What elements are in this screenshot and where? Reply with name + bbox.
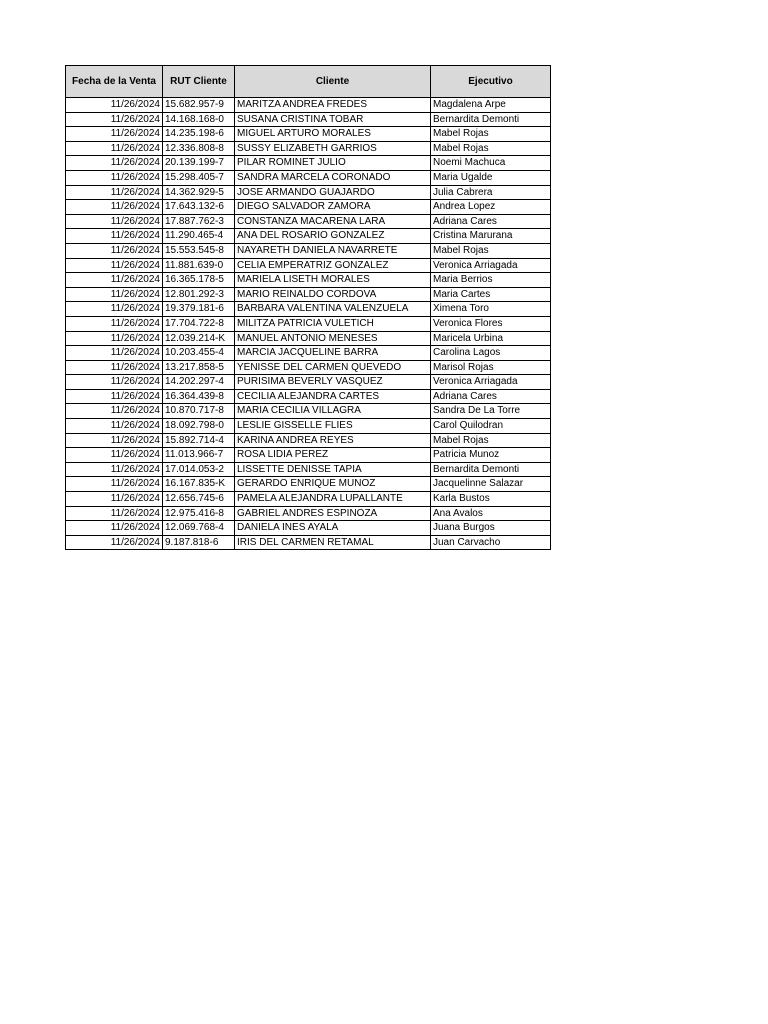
- cliente-cell: SUSANA CRISTINA TOBAR: [235, 112, 431, 127]
- fecha-venta-cell: 11/26/2024: [66, 112, 163, 127]
- fecha-venta-cell: 11/26/2024: [66, 170, 163, 185]
- ejecutivo-cell: Mabel Rojas: [431, 433, 551, 448]
- ejecutivo-cell: Ximena Toro: [431, 302, 551, 317]
- ejecutivo-cell: Julia Cabrera: [431, 185, 551, 200]
- fecha-venta-cell: 11/26/2024: [66, 331, 163, 346]
- cliente-cell: SUSSY ELIZABETH GARRIOS: [235, 141, 431, 156]
- sales-table: [65, 65, 551, 550]
- cliente-cell: MANUEL ANTONIO MENESES: [235, 331, 431, 346]
- ejecutivo-cell: Mabel Rojas: [431, 243, 551, 258]
- fecha-venta-cell: 11/26/2024: [66, 127, 163, 142]
- rut-cliente-cell: 14.235.198-6: [163, 127, 235, 142]
- fecha-venta-cell: 11/26/2024: [66, 375, 163, 390]
- cliente-cell: MILITZA PATRICIA VULETICH: [235, 316, 431, 331]
- rut-cliente-cell: 12.975.416-8: [163, 506, 235, 521]
- table-row: [66, 287, 551, 302]
- cliente-cell: PAMELA ALEJANDRA LUPALLANTE: [235, 492, 431, 507]
- header-cliente: Cliente: [235, 66, 431, 98]
- rut-cliente-cell: 11.290.465-4: [163, 229, 235, 244]
- rut-cliente-cell: 14.202.297-4: [163, 375, 235, 390]
- table-row: [66, 229, 551, 244]
- ejecutivo-cell: Cristina Marurana: [431, 229, 551, 244]
- cliente-cell: MARITZA ANDREA FREDES: [235, 98, 431, 113]
- ejecutivo-cell: Carol Quilodran: [431, 419, 551, 434]
- cliente-cell: SANDRA MARCELA CORONADO: [235, 170, 431, 185]
- cliente-cell: PILAR ROMINET JULIO: [235, 156, 431, 171]
- cliente-cell: NAYARETH DANIELA NAVARRETE: [235, 243, 431, 258]
- fecha-venta-cell: 11/26/2024: [66, 404, 163, 419]
- table-row: [66, 360, 551, 375]
- cliente-cell: ANA DEL ROSARIO GONZALEZ: [235, 229, 431, 244]
- rut-cliente-cell: 15.892.714-4: [163, 433, 235, 448]
- table-row: [66, 433, 551, 448]
- rut-cliente-cell: 17.887.762-3: [163, 214, 235, 229]
- table-row: [66, 448, 551, 463]
- cliente-cell: MARIO REINALDO CORDOVA: [235, 287, 431, 302]
- table-row: [66, 302, 551, 317]
- ejecutivo-cell: Veronica Flores: [431, 316, 551, 331]
- table-row: [66, 331, 551, 346]
- fecha-venta-cell: 11/26/2024: [66, 448, 163, 463]
- rut-cliente-cell: 16.365.178-5: [163, 273, 235, 288]
- table-row: [66, 389, 551, 404]
- cliente-cell: YENISSE DEL CARMEN QUEVEDO: [235, 360, 431, 375]
- table-row: [66, 535, 551, 550]
- cliente-cell: BARBARA VALENTINA VALENZUELA: [235, 302, 431, 317]
- table-row: [66, 273, 551, 288]
- fecha-venta-cell: 11/26/2024: [66, 258, 163, 273]
- ejecutivo-cell: Bernardita Demonti: [431, 112, 551, 127]
- table-row: [66, 316, 551, 331]
- fecha-venta-cell: 11/26/2024: [66, 229, 163, 244]
- cliente-cell: GERARDO ENRIQUE MUNOZ: [235, 477, 431, 492]
- cliente-cell: KARINA ANDREA REYES: [235, 433, 431, 448]
- ejecutivo-cell: Adriana Cares: [431, 214, 551, 229]
- table-row: [66, 127, 551, 142]
- ejecutivo-cell: Juan Carvacho: [431, 535, 551, 550]
- rut-cliente-cell: 9.187.818-6: [163, 535, 235, 550]
- cliente-cell: JOSE ARMANDO GUAJARDO: [235, 185, 431, 200]
- ejecutivo-cell: Marisol Rojas: [431, 360, 551, 375]
- fecha-venta-cell: 11/26/2024: [66, 462, 163, 477]
- rut-cliente-cell: 10.203.455-4: [163, 346, 235, 361]
- table-row: [66, 243, 551, 258]
- table-row: [66, 477, 551, 492]
- rut-cliente-cell: 12.801.292-3: [163, 287, 235, 302]
- cliente-cell: IRIS DEL CARMEN RETAMAL: [235, 535, 431, 550]
- fecha-venta-cell: 11/26/2024: [66, 535, 163, 550]
- rut-cliente-cell: 12.039.214-K: [163, 331, 235, 346]
- ejecutivo-cell: Ana Avalos: [431, 506, 551, 521]
- table-row: [66, 521, 551, 536]
- rut-cliente-cell: 15.682.957-9: [163, 98, 235, 113]
- cliente-cell: DANIELA INES AYALA: [235, 521, 431, 536]
- rut-cliente-cell: 12.069.768-4: [163, 521, 235, 536]
- table-row: [66, 214, 551, 229]
- ejecutivo-cell: Karla Bustos: [431, 492, 551, 507]
- table-row: [66, 462, 551, 477]
- table-row: [66, 141, 551, 156]
- ejecutivo-cell: Juana Burgos: [431, 521, 551, 536]
- rut-cliente-cell: 17.643.132-6: [163, 200, 235, 215]
- table-body: [66, 98, 551, 550]
- rut-cliente-cell: 17.014.053-2: [163, 462, 235, 477]
- ejecutivo-cell: Noemi Machuca: [431, 156, 551, 171]
- ejecutivo-cell: Adriana Cares: [431, 389, 551, 404]
- header-ejecutivo: Ejecutivo: [431, 66, 551, 98]
- cliente-cell: CECILIA ALEJANDRA CARTES: [235, 389, 431, 404]
- cliente-cell: ROSA LIDIA PEREZ: [235, 448, 431, 463]
- rut-cliente-cell: 11.881.639-0: [163, 258, 235, 273]
- ejecutivo-cell: Veronica Arriagada: [431, 258, 551, 273]
- fecha-venta-cell: 11/26/2024: [66, 156, 163, 171]
- ejecutivo-cell: Veronica Arriagada: [431, 375, 551, 390]
- ejecutivo-cell: Maria Cartes: [431, 287, 551, 302]
- fecha-venta-cell: 11/26/2024: [66, 185, 163, 200]
- table-row: [66, 375, 551, 390]
- cliente-cell: MIGUEL ARTURO MORALES: [235, 127, 431, 142]
- rut-cliente-cell: 12.656.745-6: [163, 492, 235, 507]
- rut-cliente-cell: 16.167.835-K: [163, 477, 235, 492]
- rut-cliente-cell: 18.092.798-0: [163, 419, 235, 434]
- rut-cliente-cell: 10.870.717-8: [163, 404, 235, 419]
- ejecutivo-cell: Mabel Rojas: [431, 127, 551, 142]
- table-row: [66, 346, 551, 361]
- table-row: [66, 419, 551, 434]
- ejecutivo-cell: Maricela Urbina: [431, 331, 551, 346]
- rut-cliente-cell: 11.013.966-7: [163, 448, 235, 463]
- rut-cliente-cell: 15.298.405-7: [163, 170, 235, 185]
- fecha-venta-cell: 11/26/2024: [66, 200, 163, 215]
- rut-cliente-cell: 17.704.722-8: [163, 316, 235, 331]
- fecha-venta-cell: 11/26/2024: [66, 98, 163, 113]
- table-row: [66, 506, 551, 521]
- cliente-cell: PURISIMA BEVERLY VASQUEZ: [235, 375, 431, 390]
- fecha-venta-cell: 11/26/2024: [66, 433, 163, 448]
- ejecutivo-cell: Sandra De La Torre: [431, 404, 551, 419]
- table-row: [66, 258, 551, 273]
- table-row: [66, 185, 551, 200]
- fecha-venta-cell: 11/26/2024: [66, 360, 163, 375]
- rut-cliente-cell: 12.336.808-8: [163, 141, 235, 156]
- rut-cliente-cell: 14.168.168-0: [163, 112, 235, 127]
- ejecutivo-cell: Andrea Lopez: [431, 200, 551, 215]
- rut-cliente-cell: 20.139.199-7: [163, 156, 235, 171]
- fecha-venta-cell: 11/26/2024: [66, 287, 163, 302]
- fecha-venta-cell: 11/26/2024: [66, 521, 163, 536]
- rut-cliente-cell: 19.379.181-6: [163, 302, 235, 317]
- rut-cliente-cell: 13.217.858-5: [163, 360, 235, 375]
- fecha-venta-cell: 11/26/2024: [66, 141, 163, 156]
- cliente-cell: CONSTANZA MACARENA LARA: [235, 214, 431, 229]
- cliente-cell: DIEGO SALVADOR ZAMORA: [235, 200, 431, 215]
- header-rut-cliente: RUT Cliente: [163, 66, 235, 98]
- fecha-venta-cell: 11/26/2024: [66, 492, 163, 507]
- fecha-venta-cell: 11/26/2024: [66, 302, 163, 317]
- rut-cliente-cell: 16.364.439-8: [163, 389, 235, 404]
- fecha-venta-cell: 11/26/2024: [66, 389, 163, 404]
- table-row: [66, 200, 551, 215]
- rut-cliente-cell: 15.553.545-8: [163, 243, 235, 258]
- table-row: [66, 98, 551, 113]
- fecha-venta-cell: 11/26/2024: [66, 243, 163, 258]
- header-fecha-venta: Fecha de la Venta: [66, 66, 163, 98]
- ejecutivo-cell: Maria Berrios: [431, 273, 551, 288]
- fecha-venta-cell: 11/26/2024: [66, 506, 163, 521]
- cliente-cell: MARIA CECILIA VILLAGRA: [235, 404, 431, 419]
- cliente-cell: CELIA EMPERATRIZ GONZALEZ: [235, 258, 431, 273]
- table-row: [66, 112, 551, 127]
- table-row: [66, 170, 551, 185]
- table-row: [66, 404, 551, 419]
- table-header-row: [66, 66, 551, 98]
- fecha-venta-cell: 11/26/2024: [66, 273, 163, 288]
- cliente-cell: LISSETTE DENISSE TAPIA: [235, 462, 431, 477]
- ejecutivo-cell: Bernardita Demonti: [431, 462, 551, 477]
- ejecutivo-cell: Magdalena Arpe: [431, 98, 551, 113]
- ejecutivo-cell: Jacquelinne Salazar: [431, 477, 551, 492]
- fecha-venta-cell: 11/26/2024: [66, 316, 163, 331]
- fecha-venta-cell: 11/26/2024: [66, 477, 163, 492]
- cliente-cell: GABRIEL ANDRES ESPINOZA: [235, 506, 431, 521]
- rut-cliente-cell: 14.362.929-5: [163, 185, 235, 200]
- fecha-venta-cell: 11/26/2024: [66, 419, 163, 434]
- cliente-cell: LESLIE GISSELLE FLIES: [235, 419, 431, 434]
- fecha-venta-cell: 11/26/2024: [66, 214, 163, 229]
- table-row: [66, 492, 551, 507]
- table-row: [66, 156, 551, 171]
- cliente-cell: MARCIA JACQUELINE BARRA: [235, 346, 431, 361]
- ejecutivo-cell: Carolina Lagos: [431, 346, 551, 361]
- ejecutivo-cell: Mabel Rojas: [431, 141, 551, 156]
- cliente-cell: MARIELA LISETH MORALES: [235, 273, 431, 288]
- ejecutivo-cell: Maria Ugalde: [431, 170, 551, 185]
- ejecutivo-cell: Patricia Munoz: [431, 448, 551, 463]
- fecha-venta-cell: 11/26/2024: [66, 346, 163, 361]
